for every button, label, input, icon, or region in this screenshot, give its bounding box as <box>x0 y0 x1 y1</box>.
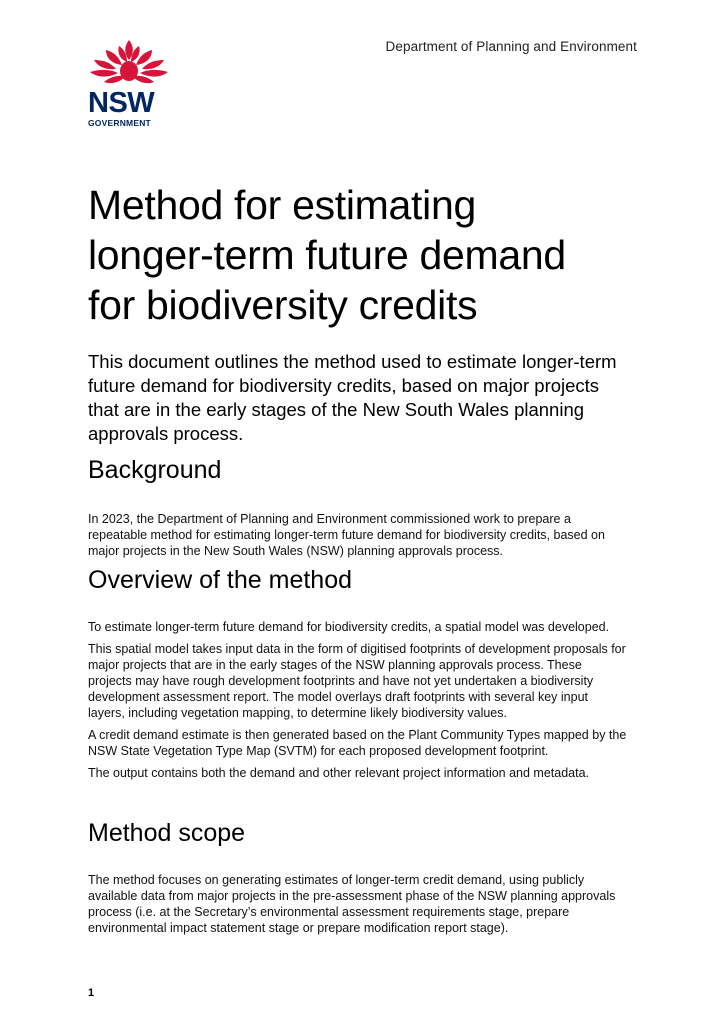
body-paragraph: This spatial model takes input data in the form of digitised footprints of development proposals for major projects that are in the early stages of the NSW planning approvals process. These projects may have rough development footprints and have not yet undertaken a biodiversity development assessment report. The model overlays draft footprints with several key input layers, including vegetation mapping, to determine likely biodiversity values. <box>88 642 626 720</box>
lead-paragraph: This document outlines the method used to estimate longer-term future demand for biodiversity credits, based on major projects that are in the early stages of the New South Wales planning approvals process. <box>88 351 617 444</box>
title-block <box>88 180 644 330</box>
section-overview-body <box>88 619 628 787</box>
body-paragraph: To estimate longer-term future demand for biodiversity credits, a spatial model was developed. <box>88 620 610 634</box>
title-line: longer-term future demand <box>88 232 566 278</box>
body-paragraph: The output contains both the demand and other relevant project information and metadata. <box>88 766 590 780</box>
body-paragraph: The method focuses on generating estimates of longer-term credit demand, using publicly available data from major projects in the pre-assessment phase of the NSW planning approvals process (i.e. at the Secretary’s environmental assessment requirements stage, prepare environmental impact statement stage or prepare modification report stage). <box>88 873 616 935</box>
section-heading: Method scope <box>88 819 246 847</box>
lead-paragraph-block <box>88 350 628 446</box>
section-background-body <box>88 511 628 565</box>
body-paragraph: A credit demand estimate is then generated based on the Plant Community Types mapped by the NSW State Vegetation Type Map (SVTM) for each proposed development footprint. <box>88 728 627 758</box>
section-overview <box>88 565 644 595</box>
waratah-icon <box>86 38 172 90</box>
body-paragraph: In 2023, the Department of Planning and Environment commissioned work to prepare a repeatable method for estimating longer-term future demand for biodiversity credits, based on major projects in the New South Wales (NSW) planning approvals process. <box>88 512 605 558</box>
section-scope-body <box>88 872 628 942</box>
logo-wordmark: NSW <box>88 87 155 119</box>
title-line: Method for estimating <box>88 182 476 228</box>
section-heading: Overview of the method <box>88 566 353 594</box>
section-scope <box>88 818 644 848</box>
department-name: Department of Planning and Environment <box>385 39 637 54</box>
title-line: for biodiversity credits <box>88 282 478 328</box>
page-number: 1 <box>88 987 95 999</box>
document-title <box>88 180 644 330</box>
section-heading: Background <box>88 456 222 484</box>
nsw-government-logo <box>86 38 172 130</box>
section-background <box>88 455 644 485</box>
logo-subtext: GOVERNMENT <box>88 118 151 128</box>
